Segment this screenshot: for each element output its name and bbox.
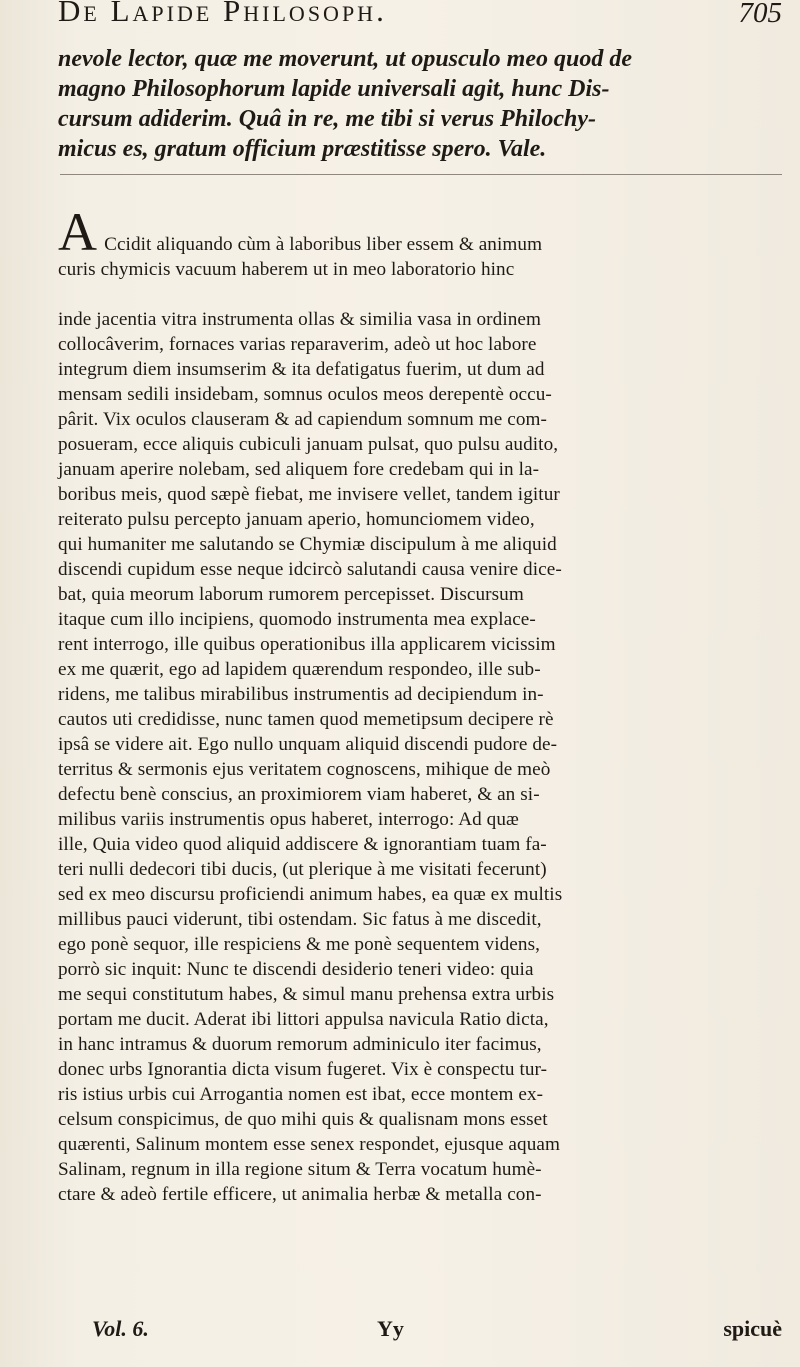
running-head: De Lapide Philosoph. [58,0,387,28]
intro-paragraph: nevole lector, quæ me moverunt, ut opusculo meo quod de magno Philosophorum lapide universali agit, hunc Dis- cursum adiderim. Quâ in re, me tibi si verus Philochy- micus es, gratum officium præstitisse spero. Vale. [58,46,632,162]
section-divider [60,174,782,175]
page-header [58,0,782,42]
volume-label: Vol. 6. [92,1316,149,1341]
page-footer [58,1316,782,1346]
opening-lines: Ccidit aliquando cùm à laboribus liber essem & animum curis chymicis vacuum haberem ut in meo laboratorio hinc [58,234,543,280]
signature-mark: Yy [377,1316,404,1341]
main-text [58,182,782,1207]
catchword: spicuè [723,1316,782,1341]
body-text-content: inde jacentia vitra instrumenta ollas & similia vasa in ordinem collocâverim, fornaces varias reparaverim, adeò ut hoc labore integrum diem insumserim & ita defatigatus fuerim, ut dum ad mensam sedili insidebam, somnus oculos meos derepentè occu- pârit. Vix oculos clauseram & ad capiendum somnum me com- posueram, ecce aliquis cubiculi januam pulsat, quo pulsu audito, januam aperire nolebam, sed aliquem fore credebam qui in la- boribus meis, quod sæpè fiebat, me invisere vellet, tandem igitur reiterato pulsu percepto januam aperio, homunciomem video, qui humaniter me salutando se Chymiæ discipulum à me aliquid discendi cupidum esse neque idcircò salutandi causa venire dice- bat, quia meorum laborum rumorem percepisset. Discursum itaque cum illo incipiens, quomodo instrumenta mea explace- rent interrogo, ille quibus operationibus illa applicarem vicissim ex me quærit, ego ad lapidem quærendum respondeo, ille sub- ridens, me talibus mirabilibus instrumentis ad decipiendum in- cautos uti credidisse, nunc tamen quod memetipsum decipere rè ipsâ se videre ait. Ego nullo unquam aliquid discendi pudore de- territus & sermonis ejus veritatem cognoscens, mihique de meò defectu benè conscius, an proximiorem viam haberet, & an si- milibus variis instrumentis opus haberet, interrogo: Ad quæ ille, Quia video quod aliquid addiscere & ignorantiam tuam fa- teri nulli dedecori tibi ducis, (ut plerique à me visitati fecerunt) sed ex meo discursu proficiendi animum habes, ea quæ ex multis millibus pauci viderunt, tibi ostendam. Sic fatus à me discedit, ego ponè sequor, ille respiciens & me ponè sequentem videns, porrò sic inquit: Nunc te discendi desiderio teneri video: quia me sequi constitutum habes, & simul manu prehensa extra urbis portam me ducit. Aderat ibi littori appulsa navicula Ratio dicta, in hanc intramus & duorum remorum adminiculo iter facimus, donec urbs Ignorantia dicta visum fugeret. Vix è conspectu tur- ris istius urbis cui Arrogantia nomen est ibat, ecce montem ex- celsum conspicimus, de quo mihi quis & qualisnam mons esset quærenti, Salinum montem esse senex respondet, ejusque aquam Salinam, regnum in illa regione situm & Terra vocatum humè- ctare & adeò fertile efficere, ut animalia herbæ & metalla con- [58,309,563,1205]
page-number: 705 [738,0,782,29]
drop-cap: A [58,202,98,262]
